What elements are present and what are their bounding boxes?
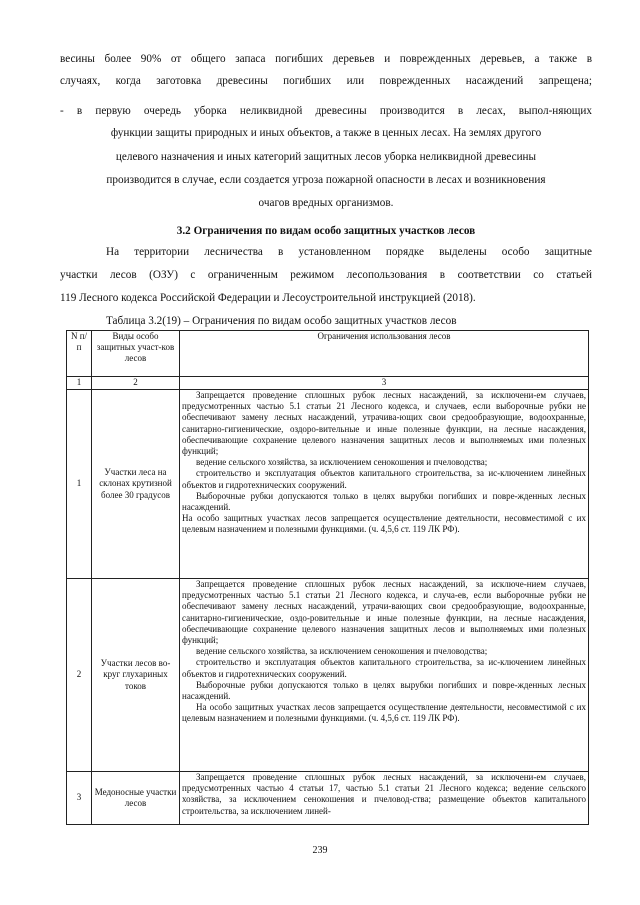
zone-type-cell: Медоносные участки лесов <box>92 772 180 825</box>
restrictions-cell <box>180 772 589 825</box>
body-text-line: весины более 90% от общего запаса погибших деревьев и поврежденных деревьев, а также в <box>60 53 592 65</box>
header-number: N п/п <box>67 331 92 377</box>
body-text-line: производится в случае, если создается угроза пожарной опасности в лесах и возникновения <box>106 174 546 186</box>
header-restrictions: Ограничения использования лесов <box>180 331 589 377</box>
restriction-paragraph: Запрещается проведение сплошных рубок лесных насаждений, за исключе-нием случаев, предусмотренных частью 5.1 статьи 21 Лесного кодекса, и случа-ев, если выборочные рубки не обеспечивают замену лесных насаждений, утрачи-вающих свои средообразующие, водоохранные, санитарно-гигиенические, оздо-ровительные и иные полезные функции, на лесные насаждения, обеспечивающие сохранение целевого назначения защитных лесов и выполняемых ими полезных функций; <box>182 579 586 646</box>
restriction-paragraph: ведение сельского хозяйства, за исключением сенокошения и пчеловодства; <box>196 646 488 657</box>
restriction-paragraph: Выборочные рубки допускаются только в целях вырубки погибших и повре-жденных лесных насаждений. <box>182 490 586 513</box>
page-number: 239 <box>312 845 328 856</box>
restriction-paragraph: строительство и эксплуатация объектов капитального строительства, за ис-ключением линейных объектов и гидротехнических сооружений. <box>182 657 586 679</box>
restriction-paragraph: ведение сельского хозяйства, за исключением сенокошения и пчеловодства; <box>196 457 488 468</box>
table-row <box>67 772 589 825</box>
header-zone-type: Виды особо защитных участ-ков лесов <box>92 331 180 377</box>
table-header-row <box>67 331 589 377</box>
row-number: 2 <box>67 579 92 772</box>
intro-text-line: На территории лесничества в установленном порядке выделены особо защитные <box>106 246 592 258</box>
body-text-line: случаях, когда заготовка древесины погибших или поврежденных насаждений запрещена; <box>60 75 592 87</box>
restrictions-cell <box>180 390 589 579</box>
restrictions-cell <box>180 579 589 772</box>
column-number-row <box>67 377 589 390</box>
row-number: 1 <box>67 390 92 579</box>
zone-type-cell: Участки лесов во-круг глухариных токов <box>92 579 180 772</box>
column-number: 3 <box>180 377 589 390</box>
restriction-paragraph: Выборочные рубки допускаются только в целях вырубки погибших и повре-жденных лесных насаждений. <box>182 679 586 702</box>
zone-type-cell: Участки леса на склонах крутизной более 30 градусов <box>92 390 180 579</box>
body-text-line: функции защиты природных и иных объектов, а также в ценных лесах. На землях другого <box>110 127 542 139</box>
restriction-paragraph: Запрещается проведение сплошных рубок лесных насаждений, за исключени-ем случаев, предусмотренных частью 5.1 статьи 21 Лесного кодекса, и случаев, если выборочные рубки не обеспечивают замену лесных насаждений, утрачива-ющих свои средообразующие, водоохранные, санитарно-гигиенические, оздоро-вительные и иные полезные функции, на лесные насаждения, обеспечивающие сохранение целевого назначения защитных лесов и выполняемых ими полезных функций; <box>182 390 586 457</box>
table-row <box>67 579 589 772</box>
table-row <box>67 390 589 579</box>
restriction-paragraph: На особо защитных участках лесов запрещается осуществление деятельности, несовместимой с их целевым назначением и полезными функциями. (ч. 4,5,6 ст. 119 ЛК РФ). <box>182 702 586 724</box>
intro-text-line: 119 Лесного кодекса Российской Федерации и Лесоустроительной инструкцией (2018). <box>60 292 476 304</box>
restriction-paragraph: Запрещается проведение сплошных рубок лесных насаждений, за исключени-ем случаев, предусмотренных частью 4 статьи 17, частью 5.1 статьи 21 Лесного кодекса; ведение сельского хозяйства, за исключением сенокошения и пчеловод-ства; размещение объектов капитального строительства, за исключением линей- <box>182 772 586 816</box>
restriction-paragraph: строительство и эксплуатация объектов капитального строительства, за ис-ключением линейных объектов и гидротехнических сооружений. <box>182 468 586 490</box>
column-number: 1 <box>67 377 92 390</box>
body-text-line: целевого назначения и иных категорий защитных лесов уборка неликвидной древесины <box>115 151 537 163</box>
restriction-paragraph: На особо защитных участках лесов запрещается осуществление деятельности, несовместимой с их целевым назначением и полезными функциями. (ч. 4,5,6 ст. 119 ЛК РФ). <box>182 513 586 535</box>
body-text-line: - в первую очередь уборка неликвидной древесины производится в лесах, выпол-няющих <box>60 105 592 117</box>
intro-text-line: участки лесов (ОЗУ) с ограниченным режимом лесопользования в соответствии со статьей <box>60 269 592 281</box>
restrictions-table <box>66 330 589 825</box>
table-caption: Таблица 3.2(19) – Ограничения по видам особо защитных участков лесов <box>106 315 457 327</box>
row-number: 3 <box>67 772 92 825</box>
section-heading: 3.2 Ограничения по видам особо защитных участков лесов <box>176 225 476 237</box>
column-number: 2 <box>92 377 180 390</box>
body-text-line: очагов вредных организмов. <box>258 197 394 209</box>
